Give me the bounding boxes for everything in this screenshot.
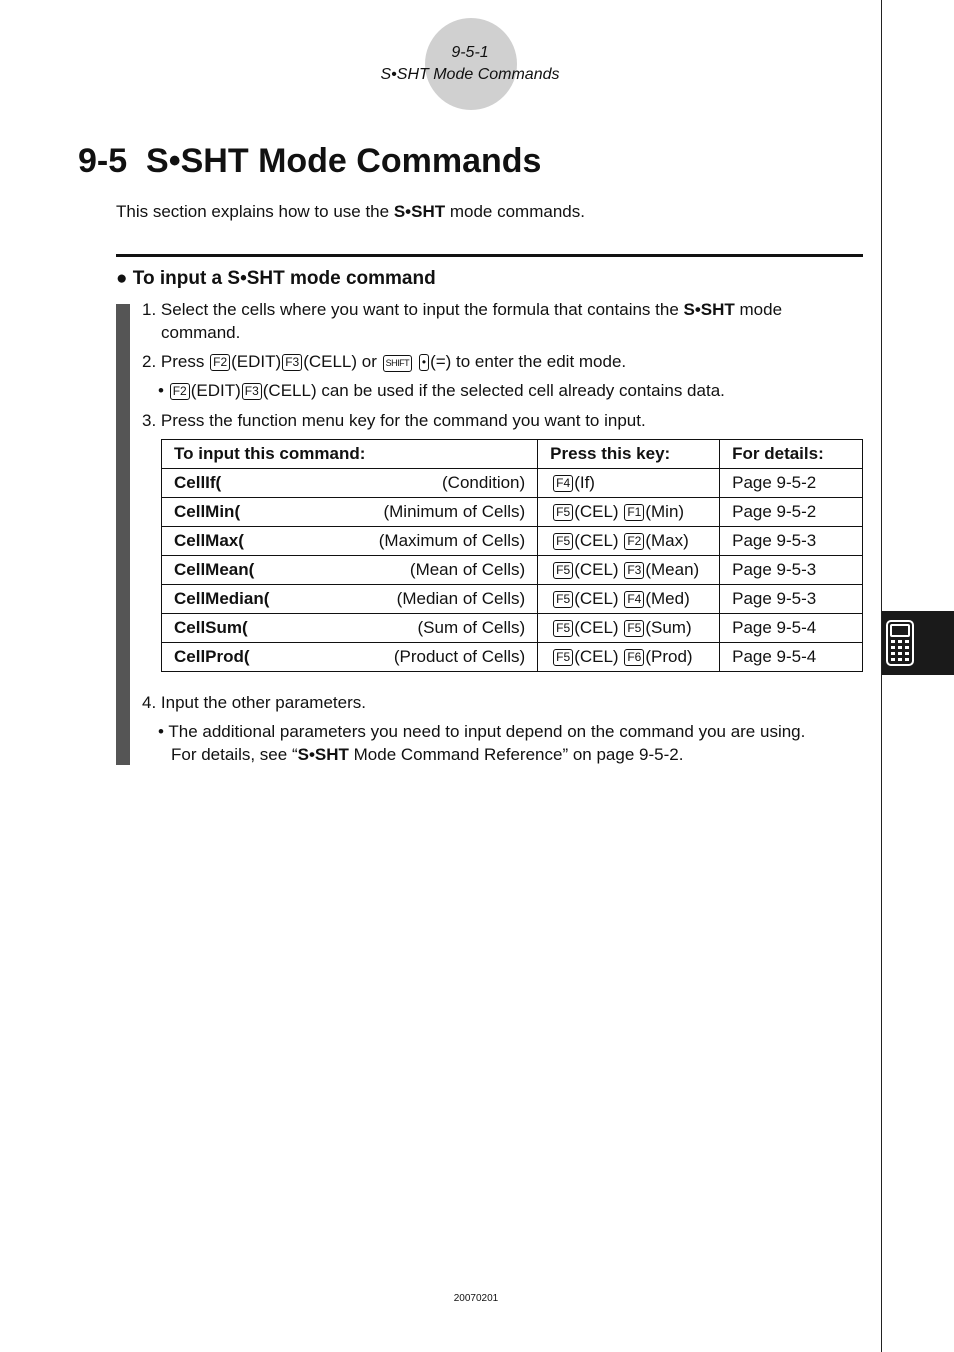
intro-prefix: This section explains how to use the bbox=[116, 202, 394, 221]
function-key-icon: F4 bbox=[624, 591, 644, 608]
command-description: (Minimum of Cells) bbox=[383, 502, 526, 521]
key-label: (CEL) bbox=[574, 560, 619, 579]
page-cell: Page 9-5-3 bbox=[720, 585, 863, 614]
command-name: CellMean( bbox=[174, 560, 255, 579]
key-cell bbox=[538, 498, 720, 527]
f3-key-icon: F3 bbox=[282, 354, 302, 371]
key-label: (Prod) bbox=[645, 647, 693, 666]
command-cell bbox=[162, 556, 538, 585]
command-cell bbox=[162, 643, 538, 672]
step-3-number: 3. bbox=[142, 411, 157, 430]
procedure-title-text: To input a S•SHT mode command bbox=[132, 268, 436, 289]
key-label: (CEL) bbox=[574, 618, 619, 637]
function-key-icon: F6 bbox=[624, 649, 644, 666]
f3-key-icon: F3 bbox=[242, 383, 262, 400]
page-cell: Page 9-5-2 bbox=[720, 469, 863, 498]
step-2-edit: (EDIT) bbox=[231, 352, 282, 371]
shift-key-icon: SHIFT bbox=[383, 355, 413, 372]
command-name: CellProd( bbox=[174, 647, 250, 666]
header-circle bbox=[425, 18, 517, 110]
function-key-icon: F5 bbox=[624, 620, 644, 637]
table-row bbox=[162, 614, 863, 643]
note-edit: (EDIT) bbox=[190, 381, 241, 400]
key-label: (Mean) bbox=[645, 560, 700, 579]
key-label: (CEL) bbox=[574, 647, 619, 666]
command-cell bbox=[162, 527, 538, 556]
step-4-text: Input the other parameters. bbox=[160, 693, 366, 712]
command-description: (Condition) bbox=[442, 473, 526, 492]
note-tail: (CELL) can be used if the selected cell already contains data. bbox=[262, 381, 725, 400]
step-1-number: 1. bbox=[142, 300, 157, 319]
note-line-2-bold: S•SHT bbox=[297, 745, 349, 764]
table-row bbox=[162, 556, 863, 585]
command-description: (Product of Cells) bbox=[393, 647, 526, 666]
step-2-note bbox=[158, 379, 725, 402]
key-cell bbox=[538, 527, 720, 556]
function-key-icon: F5 bbox=[553, 533, 573, 550]
key-label: (If) bbox=[574, 473, 595, 492]
table-row bbox=[162, 527, 863, 556]
function-key-icon: F5 bbox=[553, 620, 573, 637]
page-cell: Page 9-5-3 bbox=[720, 556, 863, 585]
function-key-icon: F5 bbox=[553, 591, 573, 608]
step-1 bbox=[142, 298, 782, 321]
dot-key-icon: • bbox=[419, 354, 429, 371]
section-title: S•SHT Mode Commands bbox=[146, 142, 542, 180]
procedure-title bbox=[116, 268, 436, 290]
command-table bbox=[161, 439, 863, 672]
command-name: CellMedian( bbox=[174, 589, 270, 608]
key-cell bbox=[538, 614, 720, 643]
table-header: For details: bbox=[720, 440, 863, 469]
section-heading bbox=[78, 142, 541, 181]
step-4 bbox=[142, 691, 366, 714]
note-bullet: • bbox=[158, 381, 164, 400]
command-name: CellMax( bbox=[174, 531, 244, 550]
step-1-tail: mode bbox=[734, 300, 783, 319]
page-cell: Page 9-5-3 bbox=[720, 527, 863, 556]
table-row bbox=[162, 469, 863, 498]
header-page-number: 9-5-1 bbox=[451, 44, 489, 61]
section-divider bbox=[116, 254, 863, 257]
table-header-row bbox=[162, 440, 863, 469]
step-3-text: Press the function menu key for the command you want to input. bbox=[160, 411, 646, 430]
step-1-line-2: command. bbox=[161, 323, 241, 342]
key-label: (Min) bbox=[645, 502, 685, 521]
step-4-note bbox=[158, 720, 805, 743]
step-2 bbox=[142, 350, 626, 373]
command-cell bbox=[162, 498, 538, 527]
function-key-icon: F4 bbox=[553, 475, 573, 492]
step-2-cell: (CELL) or bbox=[303, 352, 377, 371]
command-description: (Maximum of Cells) bbox=[378, 531, 526, 550]
function-key-icon: F5 bbox=[553, 649, 573, 666]
page-cell: Page 9-5-2 bbox=[720, 498, 863, 527]
command-cell bbox=[162, 585, 538, 614]
step-1-text: Select the cells where you want to input the formula that contains the bbox=[160, 300, 684, 319]
function-key-icon: F1 bbox=[624, 504, 644, 521]
step-2-number: 2. bbox=[142, 352, 157, 371]
step-1-bold: S•SHT bbox=[683, 300, 735, 319]
table-row bbox=[162, 643, 863, 672]
command-name: CellSum( bbox=[174, 618, 248, 637]
header-running-title: S•SHT Mode Commands bbox=[380, 66, 560, 83]
note-line-2-suffix: Mode Command Reference” on page 9-5-2. bbox=[348, 745, 684, 764]
f2-key-icon: F2 bbox=[210, 354, 230, 371]
procedure-bullet: ● bbox=[116, 268, 128, 289]
table-header: Press this key: bbox=[538, 440, 720, 469]
margin-rule bbox=[881, 0, 882, 1352]
note-line-2-prefix: For details, see “ bbox=[171, 745, 298, 764]
calculator-icon bbox=[886, 620, 914, 666]
page-cell: Page 9-5-4 bbox=[720, 614, 863, 643]
note-line-1: The additional parameters you need to input depend on the command you are using. bbox=[168, 722, 806, 741]
function-key-icon: F5 bbox=[553, 562, 573, 579]
command-cell bbox=[162, 469, 538, 498]
key-label: (Med) bbox=[645, 589, 690, 608]
command-name: CellIf( bbox=[174, 473, 222, 492]
key-label: (Max) bbox=[645, 531, 689, 550]
key-cell bbox=[538, 469, 720, 498]
footer-code: 20070201 bbox=[453, 1293, 499, 1304]
key-label: (Sum) bbox=[645, 618, 692, 637]
command-description: (Sum of Cells) bbox=[417, 618, 526, 637]
table-row bbox=[162, 498, 863, 527]
table-row bbox=[162, 585, 863, 614]
intro-bold: S•SHT bbox=[393, 202, 446, 221]
step-4-note-line-2 bbox=[171, 743, 683, 766]
key-label: (CEL) bbox=[574, 531, 619, 550]
function-key-icon: F5 bbox=[553, 504, 573, 521]
key-cell bbox=[538, 643, 720, 672]
page-cell: Page 9-5-4 bbox=[720, 643, 863, 672]
section-number: 9-5 bbox=[78, 142, 128, 180]
step-4-number: 4. bbox=[142, 693, 157, 712]
step-2-tail: (=) to enter the edit mode. bbox=[430, 352, 627, 371]
function-key-icon: F3 bbox=[624, 562, 644, 579]
command-description: (Median of Cells) bbox=[396, 589, 526, 608]
intro-suffix: mode commands. bbox=[445, 202, 585, 221]
table-header: To input this command: bbox=[162, 440, 538, 469]
command-name: CellMin( bbox=[174, 502, 241, 521]
key-label: (CEL) bbox=[574, 502, 619, 521]
key-label: (CEL) bbox=[574, 589, 619, 608]
key-cell bbox=[538, 585, 720, 614]
command-cell bbox=[162, 614, 538, 643]
note-bullet: • bbox=[158, 722, 164, 741]
key-cell bbox=[538, 556, 720, 585]
step-3 bbox=[142, 409, 646, 432]
procedure-side-bar bbox=[116, 304, 130, 765]
intro-text bbox=[116, 202, 585, 222]
function-key-icon: F2 bbox=[624, 533, 644, 550]
f2-key-icon: F2 bbox=[170, 383, 190, 400]
step-2-press: Press bbox=[160, 352, 205, 371]
command-description: (Mean of Cells) bbox=[409, 560, 526, 579]
